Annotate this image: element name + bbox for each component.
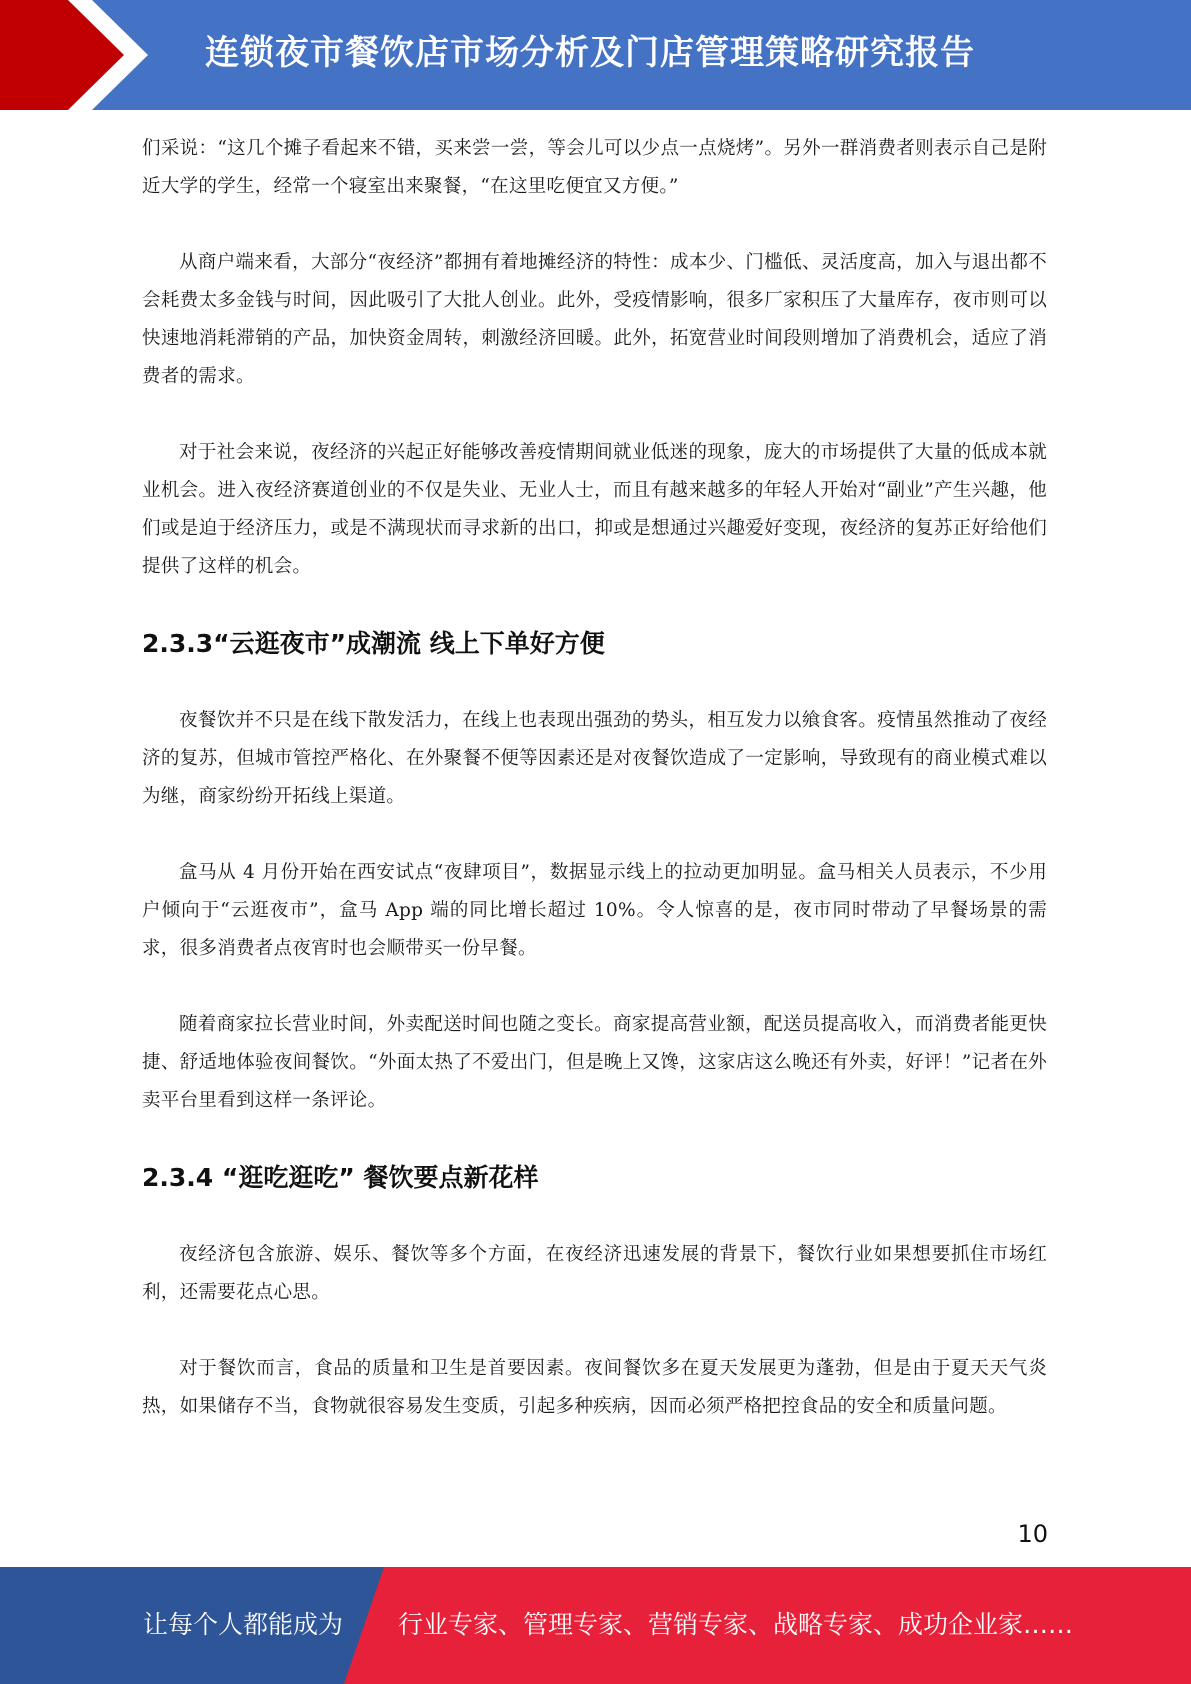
footer-slogan-right: 行业专家、管理专家、营销专家、战略专家、成功企业家…… (398, 1610, 1074, 1639)
section-heading-2-3-4: 2.3.4 “逛吃逛吃” 餐饮要点新花样 (142, 1163, 539, 1192)
paragraph: 夜餐饮并不只是在线下散发活力，在线上也表现出强劲的势头，相互发力以飨食客。疫情虽然推动了夜经济的复苏，但城市管控严格化、在外聚餐不便等因素还是对夜餐饮造成了一定影响，导致现有的商业模式难以为继，商家纷纷开拓线上渠道。 (142, 710, 1047, 807)
paragraph: 盒马从 4 月份开始在西安试点“夜肆项目”，数据显示线上的拉动更加明显。盒马相关人员表示，不少用户倾向于“云逛夜市”，盒马 App 端的同比增长超过 10%。令人惊喜的是，夜市同时带动了早餐场景的需求，很多消费者点夜宵时也会顺带买一份早餐。 (142, 862, 1047, 959)
page-footer (0, 1567, 1191, 1684)
paragraph: 从商户端来看，大部分“夜经济”都拥有着地摊经济的特性：成本少、门槛低、灵活度高，加入与退出都不会耗费太多金钱与时间，因此吸引了大批人创业。此外，受疫情影响，很多厂家积压了大量库存，夜市则可以快速地消耗滞销的产品，加快资金周转，刺激经济回暖。此外，拓宽营业时间段则增加了消费机会，适应了消费者的需求。 (142, 252, 1047, 387)
paragraph: 夜经济包含旅游、娱乐、餐饮等多个方面，在夜经济迅速发展的背景下，餐饮行业如果想要抓住市场红利，还需要花点心思。 (142, 1244, 1047, 1303)
paragraph: 随着商家拉长营业时间，外卖配送时间也随之变长。商家提高营业额，配送员提高收入，而消费者能更快捷、舒适地体验夜间餐饮。“外面太热了不爱出门，但是晚上又馋，这家店这么晚还有外卖，好评！”记者在外卖平台里看到这样一条评论。 (142, 1014, 1047, 1111)
page-number: 10 (1017, 1520, 1048, 1548)
section-heading-2-3-3: 2.3.3“云逛夜市”成潮流 线上下单好方便 (142, 629, 605, 658)
paragraph: 们采说：“这几个摊子看起来不错，买来尝一尝，等会儿可以少点一点烧烤”。另外一群消费者则表示自己是附近大学的学生，经常一个寝室出来聚餐，“在这里吃便宜又方便。” (142, 138, 1047, 197)
paragraph: 对于社会来说，夜经济的兴起正好能够改善疫情期间就业低迷的现象，庞大的市场提供了大量的低成本就业机会。进入夜经济赛道创业的不仅是失业、无业人士，而且有越来越多的年轻人开始对“副业”产生兴趣，他们或是迫于经济压力，或是不满现状而寻求新的出口，抑或是想通过兴趣爱好变现，夜经济的复苏正好给他们提供了这样的机会。 (142, 442, 1047, 577)
report-title: 连锁夜市餐饮店市场分析及门店管理策略研究报告 (205, 33, 975, 73)
footer-slogan-left: 让每个人都能成为 (143, 1610, 344, 1639)
document-body (142, 130, 1047, 1464)
page-header (0, 0, 1191, 110)
paragraph: 对于餐饮而言，食品的质量和卫生是首要因素。夜间餐饮多在夏天发展更为蓬勃，但是由于夏天天气炎热，如果储存不当，食物就很容易发生变质，引起多种疾病，因而必须严格把控食品的安全和质量问题。 (142, 1358, 1047, 1417)
